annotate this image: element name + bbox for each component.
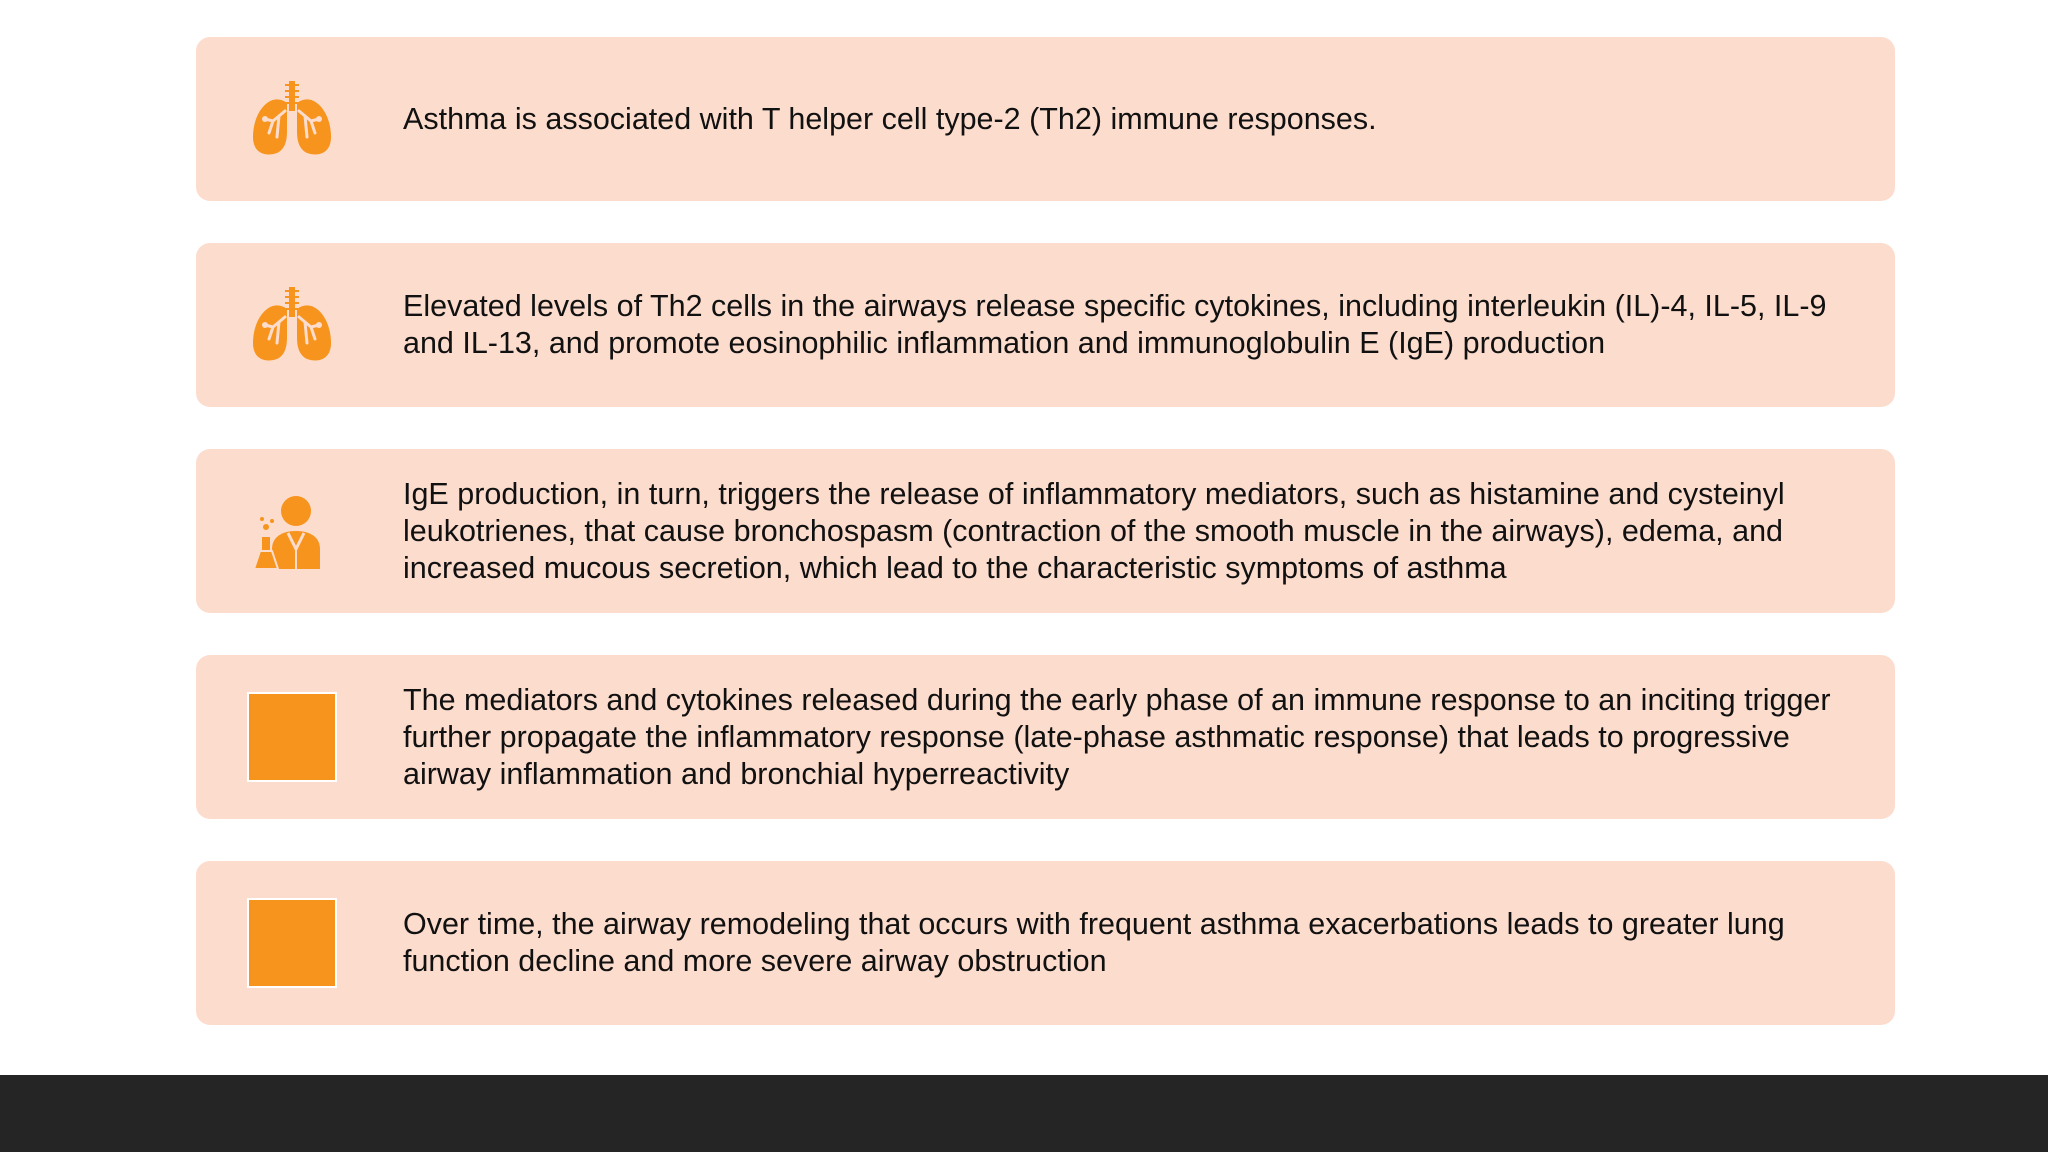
lungs-icon	[242, 69, 342, 169]
info-card	[196, 449, 1895, 613]
orange-square	[247, 692, 337, 782]
orange-square	[247, 898, 337, 988]
info-card	[196, 655, 1895, 819]
info-card	[196, 861, 1895, 1025]
card-text: The mediators and cytokines released during the early phase of an immune response to an inciting trigger further propagate the inflammatory response (late-phase asthmatic response) that leads to progressive airway inflammation and bronchial hyperreactivity	[403, 682, 1831, 791]
square-icon	[242, 893, 342, 993]
footer-bar	[0, 1075, 2048, 1152]
card-text: Over time, the airway remodeling that occurs with frequent asthma exacerbations leads to greater lung function decline and more severe airway obstruction	[403, 907, 1785, 978]
square-icon	[242, 687, 342, 787]
scientist-icon	[242, 481, 342, 581]
info-card	[196, 37, 1895, 201]
info-card	[196, 243, 1895, 407]
lungs-icon	[242, 275, 342, 375]
card-text: Elevated levels of Th2 cells in the airways release specific cytokines, including interleukin (IL)-4, IL-5, IL-9 and IL-13, and promote eosinophilic inflammation and immunoglobulin E (IgE) production	[403, 289, 1827, 360]
card-text: Asthma is associated with T helper cell type-2 (Th2) immune responses.	[403, 101, 1377, 136]
card-text: IgE production, in turn, triggers the release of inflammatory mediators, such as histamine and cysteinyl leukotrienes, that cause bronchospasm (contraction of the smooth muscle in the airways), edema, and increased mucous secretion, which lead to the characteristic symptoms of asthma	[403, 476, 1785, 585]
